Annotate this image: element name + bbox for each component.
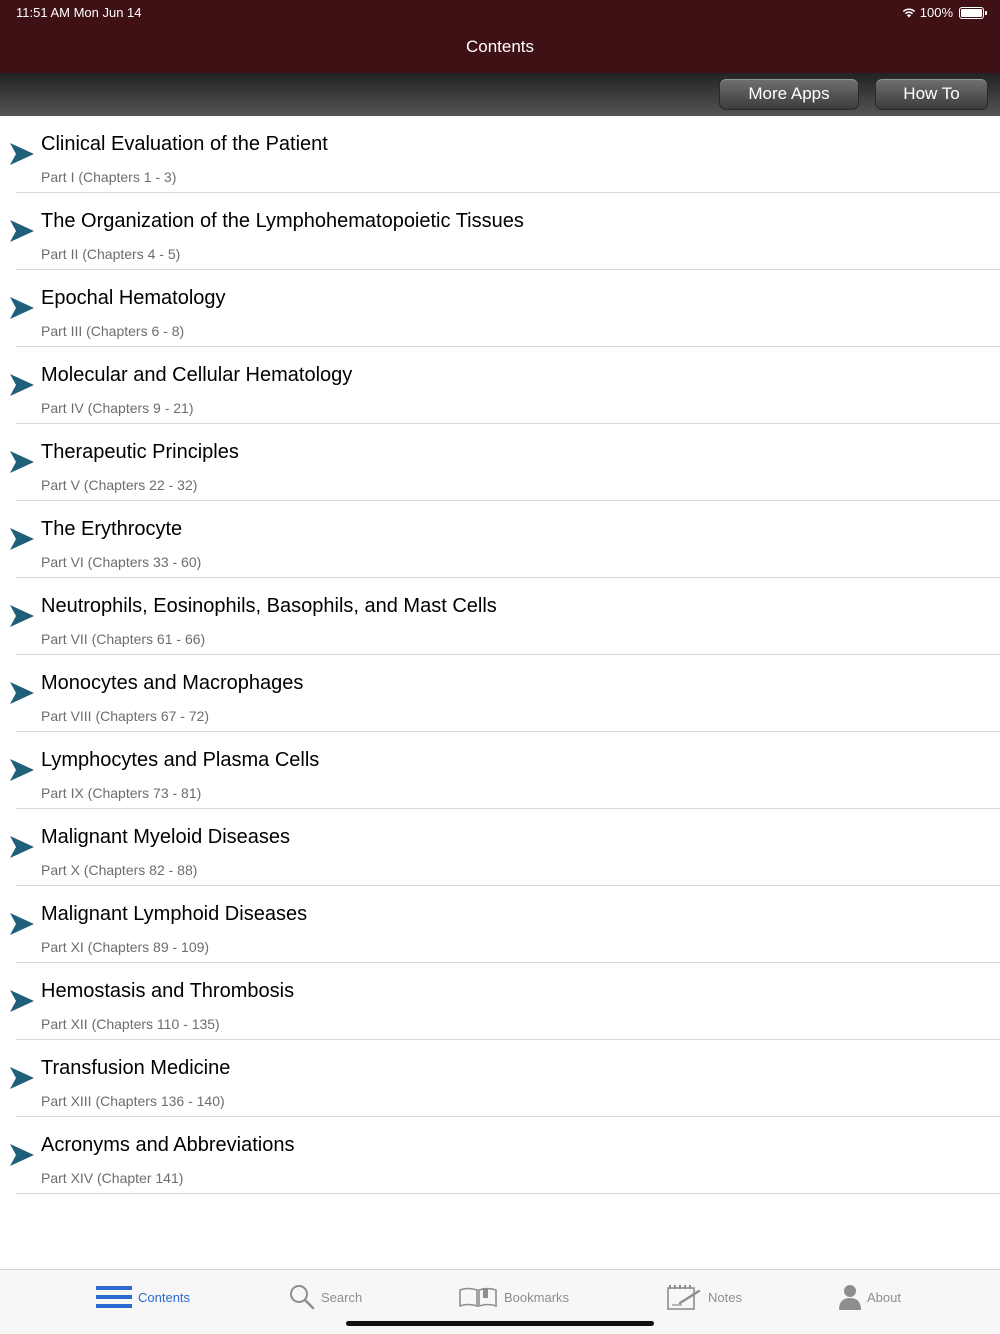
toolbar — [0, 73, 1000, 116]
chevron-right-icon — [10, 759, 34, 781]
how-to-button[interactable]: How To — [875, 78, 988, 110]
list-item[interactable] — [0, 886, 1000, 963]
chevron-right-icon — [10, 374, 34, 396]
battery-fill — [961, 9, 982, 17]
status-time: 11:51 AM Mon Jun 14 — [16, 5, 142, 20]
wifi-icon — [902, 7, 916, 18]
navigation-bar — [0, 0, 1000, 73]
list-item-subtitle: Part VIII (Chapters 67 - 72) — [41, 708, 210, 724]
chevron-right-icon — [10, 913, 34, 935]
list-item[interactable] — [0, 501, 1000, 578]
tab-bookmarks-label: Bookmarks — [504, 1289, 570, 1305]
battery-percent: 100% — [919, 5, 953, 20]
list-item-title: Monocytes and Macrophages — [41, 672, 304, 694]
list-item-subtitle: Part III (Chapters 6 - 8) — [41, 323, 185, 339]
list-item-title: The Erythrocyte — [41, 518, 183, 540]
list-item-subtitle: Part IX (Chapters 73 - 81) — [41, 785, 202, 801]
list-item-title: Acronyms and Abbreviations — [41, 1134, 295, 1156]
chevron-right-icon — [10, 990, 34, 1012]
person-icon — [839, 1284, 861, 1310]
more-apps-button[interactable]: More Apps — [719, 78, 859, 110]
chevron-right-icon — [10, 143, 34, 165]
list-item[interactable] — [0, 270, 1000, 347]
list-item[interactable] — [0, 116, 1000, 193]
list-item-subtitle: Part XIV (Chapter 141) — [41, 1170, 184, 1186]
list-item-title: Therapeutic Principles — [41, 441, 239, 463]
tab-search[interactable] — [289, 1282, 362, 1312]
divider — [16, 1193, 1000, 1194]
list-item-subtitle: Part II (Chapters 4 - 5) — [41, 246, 181, 262]
tab-about[interactable] — [839, 1282, 901, 1312]
list-item-title: Lymphocytes and Plasma Cells — [41, 749, 320, 771]
tab-search-label: Search — [321, 1289, 363, 1305]
list-item[interactable] — [0, 347, 1000, 424]
list-item-subtitle: Part VI (Chapters 33 - 60) — [41, 554, 202, 570]
chevron-right-icon — [10, 836, 34, 858]
list-item-title: Transfusion Medicine — [41, 1057, 231, 1079]
chevron-right-icon — [10, 682, 34, 704]
tab-about-label: About — [867, 1289, 901, 1305]
list-item-subtitle: Part X (Chapters 82 - 88) — [41, 862, 198, 878]
contents-list — [0, 116, 1000, 1194]
list-item-subtitle: Part XIII (Chapters 136 - 140) — [41, 1093, 225, 1109]
list-item[interactable] — [0, 1040, 1000, 1117]
list-item-subtitle: Part XII (Chapters 110 - 135) — [41, 1016, 220, 1032]
list-item-title: Clinical Evaluation of the Patient — [41, 133, 328, 155]
list-item-subtitle: Part V (Chapters 22 - 32) — [41, 477, 198, 493]
page-title: Contents — [465, 37, 535, 56]
list-item-title: Molecular and Cellular Hematology — [41, 364, 353, 386]
chevron-right-icon — [10, 297, 34, 319]
notepad-icon — [666, 1283, 702, 1311]
list-item-subtitle: Part I (Chapters 1 - 3) — [41, 169, 177, 185]
chevron-right-icon — [10, 1144, 34, 1166]
list-item[interactable] — [0, 963, 1000, 1040]
tab-contents[interactable] — [96, 1282, 190, 1312]
home-indicator — [346, 1321, 654, 1326]
list-item[interactable] — [0, 655, 1000, 732]
list-item[interactable] — [0, 809, 1000, 886]
tab-notes-label: Notes — [708, 1289, 742, 1305]
list-item[interactable] — [0, 578, 1000, 655]
battery-icon — [959, 7, 984, 19]
tab-contents-label: Contents — [138, 1289, 191, 1305]
list-item-title: Hemostasis and Thrombosis — [41, 980, 295, 1002]
list-item-subtitle: Part VII (Chapters 61 - 66) — [41, 631, 206, 647]
chevron-right-icon — [10, 528, 34, 550]
chevron-right-icon — [10, 605, 34, 627]
list-icon — [96, 1285, 132, 1309]
list-item-subtitle: Part IV (Chapters 9 - 21) — [41, 400, 194, 416]
search-icon — [289, 1284, 315, 1310]
list-item-subtitle: Part XI (Chapters 89 - 109) — [41, 939, 210, 955]
tab-notes[interactable] — [666, 1282, 742, 1312]
list-item-title: Neutrophils, Eosinophils, Basophils, and Mast Cells — [41, 595, 497, 617]
tab-bookmarks[interactable] — [458, 1282, 569, 1312]
chevron-right-icon — [10, 1067, 34, 1089]
chevron-right-icon — [10, 451, 34, 473]
status-indicators — [902, 5, 984, 20]
list-item[interactable] — [0, 424, 1000, 501]
list-item[interactable] — [0, 732, 1000, 809]
chevron-right-icon — [10, 220, 34, 242]
list-item[interactable] — [0, 1117, 1000, 1194]
list-item-title: Malignant Lymphoid Diseases — [41, 903, 308, 925]
list-item-title: Epochal Hematology — [41, 287, 226, 309]
list-item-title: The Organization of the Lymphohematopoietic Tissues — [41, 210, 524, 232]
list-item[interactable] — [0, 193, 1000, 270]
list-item-title: Malignant Myeloid Diseases — [41, 826, 291, 848]
book-icon — [458, 1286, 498, 1308]
